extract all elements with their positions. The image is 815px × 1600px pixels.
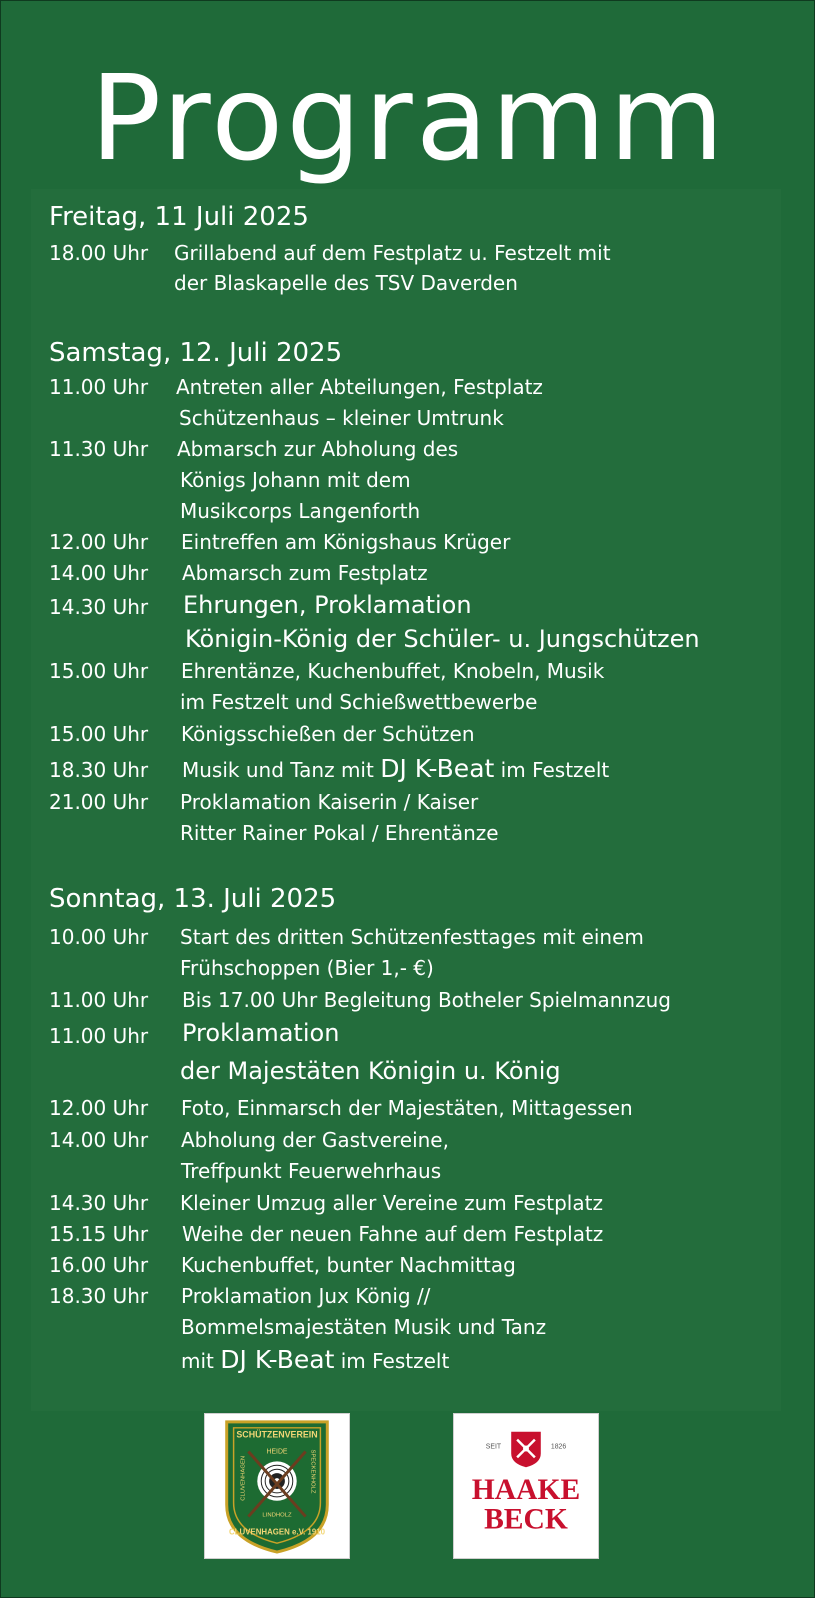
entry-text: Proklamation bbox=[182, 1019, 340, 1047]
entry-time: 11.00 Uhr bbox=[49, 1024, 149, 1048]
entry-time: 18.30 Uhr bbox=[49, 1284, 149, 1308]
entry-text: Königsschießen der Schützen bbox=[181, 722, 475, 746]
entry-time: 10.00 Uhr bbox=[49, 925, 149, 949]
entry-time: 14.30 Uhr bbox=[49, 1191, 149, 1215]
sponsor-seit: SEIT bbox=[485, 1443, 502, 1451]
entry-text: Grillabend auf dem Festplatz u. Festzelt mit bbox=[174, 241, 611, 265]
entry-time: 12.00 Uhr bbox=[49, 530, 149, 554]
poster-title: Programm bbox=[90, 49, 727, 187]
dj-name: DJ K-Beat bbox=[220, 1345, 335, 1374]
day-heading-saturday: Samstag, 12. Juli 2025 bbox=[49, 338, 343, 368]
entry-text: Ritter Rainer Pokal / Ehrentänze bbox=[180, 821, 499, 845]
entry-text: Kuchenbuffet, bunter Nachmittag bbox=[181, 1253, 516, 1277]
dj-name: DJ K-Beat bbox=[380, 754, 495, 783]
entry-time: 18.30 Uhr bbox=[49, 758, 149, 782]
entry-text: Antreten aller Abteilungen, Festplatz bbox=[176, 375, 543, 399]
entry-time: 11.00 Uhr bbox=[49, 988, 149, 1012]
entry-text: Proklamation Kaiserin / Kaiser bbox=[180, 790, 479, 814]
entry-text: mit bbox=[181, 1349, 214, 1373]
entry-text: im Festzelt und Schießwettbewerbe bbox=[180, 690, 538, 714]
crest-word: SPECKENHOLZ bbox=[309, 1449, 316, 1494]
entry-text: Treffpunkt Feuerwehrhaus bbox=[181, 1159, 442, 1183]
sponsor-line1: HAAKE bbox=[471, 1473, 581, 1506]
sponsor-year: 1826 bbox=[550, 1443, 567, 1451]
entry-text-with-dj bbox=[182, 753, 609, 786]
entry-text: Musikcorps Langenforth bbox=[180, 499, 421, 523]
sponsor-line2: BECK bbox=[484, 1503, 568, 1536]
sponsor-logo bbox=[453, 1413, 599, 1559]
entry-text: der Majestäten Königin u. König bbox=[180, 1057, 561, 1085]
entry-text: Abmarsch zur Abholung des bbox=[177, 437, 459, 461]
entry-text: Musik und Tanz mit bbox=[182, 758, 374, 782]
entry-text: Proklamation Jux König // bbox=[181, 1284, 431, 1308]
entry-text: Schützenhaus – kleiner Umtrunk bbox=[179, 406, 504, 430]
entry-text: Abholung der Gastvereine, bbox=[181, 1128, 449, 1152]
entry-time: 18.00 Uhr bbox=[49, 241, 149, 265]
entry-time: 11.30 Uhr bbox=[49, 437, 149, 461]
day-heading-sunday: Sonntag, 13. Juli 2025 bbox=[49, 884, 337, 914]
entry-time: 16.00 Uhr bbox=[49, 1253, 149, 1277]
crest-top-text: SCHÜTZENVEREIN bbox=[236, 1429, 318, 1440]
day-heading-friday: Freitag, 11 Juli 2025 bbox=[49, 202, 309, 232]
entry-text-with-dj bbox=[181, 1344, 449, 1377]
entry-text: Weihe der neuen Fahne auf dem Festplatz bbox=[182, 1222, 604, 1246]
club-crest-icon bbox=[205, 1414, 349, 1558]
crest-bottom-text: CLUVENHAGEN e.V. 1910 bbox=[229, 1527, 325, 1537]
entry-text: Bommelsmajestäten Musik und Tanz bbox=[181, 1315, 547, 1339]
crest-word: HEIDE bbox=[266, 1448, 288, 1456]
entry-text: der Blaskapelle des TSV Daverden bbox=[174, 271, 518, 295]
haake-beck-logo-icon bbox=[454, 1414, 598, 1558]
entry-text: Eintreffen am Königshaus Krüger bbox=[181, 530, 511, 554]
crest-word: LINDHOLZ bbox=[262, 1512, 292, 1519]
entry-text: Ehrungen, Proklamation bbox=[183, 591, 472, 619]
entry-text: Frühschoppen (Bier 1,- €) bbox=[180, 956, 434, 980]
crest-word: CLUVENHAGEN bbox=[240, 1455, 247, 1501]
entry-time: 14.00 Uhr bbox=[49, 561, 149, 585]
entry-time: 21.00 Uhr bbox=[49, 790, 149, 814]
entry-time: 14.30 Uhr bbox=[49, 595, 149, 619]
entry-text: Kleiner Umzug aller Vereine zum Festplatz bbox=[180, 1191, 603, 1215]
entry-time: 14.00 Uhr bbox=[49, 1128, 149, 1152]
entry-text: Ehrentänze, Kuchenbuffet, Knobeln, Musik bbox=[181, 659, 605, 683]
entry-text: Foto, Einmarsch der Majestäten, Mittagessen bbox=[181, 1096, 633, 1120]
club-crest-logo bbox=[204, 1413, 350, 1559]
entry-text: Start des dritten Schützenfesttages mit einem bbox=[180, 925, 644, 949]
entry-time: 15.00 Uhr bbox=[49, 659, 149, 683]
entry-text: im Festzelt bbox=[340, 1349, 450, 1373]
entry-text: Königin-König der Schüler- u. Jungschützen bbox=[185, 625, 700, 653]
entry-text: im Festzelt bbox=[500, 758, 610, 782]
entry-time: 11.00 Uhr bbox=[49, 375, 149, 399]
entry-time: 15.15 Uhr bbox=[49, 1222, 149, 1246]
entry-text: Abmarsch zum Festplatz bbox=[182, 561, 428, 585]
entry-time: 12.00 Uhr bbox=[49, 1096, 149, 1120]
entry-text: Königs Johann mit dem bbox=[180, 468, 411, 492]
entry-text: Bis 17.00 Uhr Begleitung Botheler Spielmannzug bbox=[182, 988, 671, 1012]
entry-time: 15.00 Uhr bbox=[49, 722, 149, 746]
